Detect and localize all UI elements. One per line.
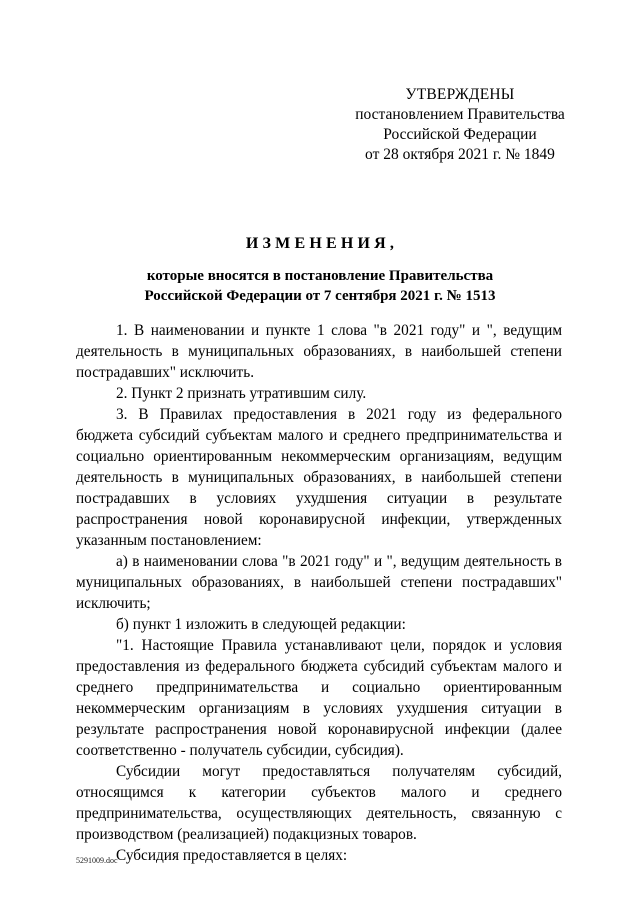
document-title: ИЗМЕНЕНИЯ, bbox=[245, 235, 399, 252]
approval-line-2: Российской Федерации bbox=[383, 126, 537, 143]
document-body bbox=[76, 320, 562, 866]
subtitle-line-1: которые вносятся в постановление Правительства bbox=[146, 268, 494, 284]
paragraph-3a: а) в наименовании слова "в 2021 году" и ", ведущим деятельность в муниципальных образованиях, в наибольшей степени пострадавших" исключить; bbox=[76, 553, 562, 612]
paragraph-quoted-1: "1. Настоящие Правила устанавливают цели, порядок и условия предоставления из федерального бюджета субсидий субъектам малого и среднего предпринимательства и социально ориентированным некоммерческим организациям в условиях ухудшения ситуации в результате распространения новой коронавирусной инфекции (далее соответственно - получатель субсидии, субсидия). bbox=[76, 637, 562, 759]
paragraph-quoted-3: Субсидия предоставляется в целях: bbox=[116, 847, 348, 864]
approval-title: УТВЕРЖДЕНЫ bbox=[405, 86, 515, 103]
document-heading bbox=[0, 234, 640, 306]
paragraph-quoted-2: Субсидии могут предоставляться получателям субсидий, относящимся к категории субъектов малого и среднего предпринимательства, осуществляющих деятельность, связанную с производством (реализацией) подакцизных товаров. bbox=[76, 763, 562, 843]
paragraph-3: 3. В Правилах предоставления в 2021 году из федерального бюджета субсидий субъектам малого и среднего предпринимательства и социально ориентированным некоммерческим организациям, ведущим деятельность в муниципальных образованиях, в наибольшей степени пострадавших в условиях ухудшения ситуации в результате распространения новой коронавирусной инфекции, утвержденных указанным постановлением: bbox=[76, 406, 562, 549]
file-name-footer: 5291009.doc bbox=[76, 856, 118, 865]
paragraph-3b: б) пункт 1 изложить в следующей редакции: bbox=[116, 616, 406, 633]
approval-stamp bbox=[340, 85, 580, 165]
approval-line-3: от 28 октября 2021 г. № 1849 bbox=[365, 146, 555, 163]
paragraph-1: 1. В наименовании и пункте 1 слова "в 2021 году" и ", ведущим деятельность в муниципальных образованиях, в наибольшей степени пострадавших" исключить. bbox=[76, 322, 562, 381]
approval-line-1: постановлением Правительства bbox=[355, 106, 565, 123]
subtitle-line-2: Российской Федерации от 7 сентября 2021 г. № 1513 bbox=[144, 288, 496, 304]
document-subtitle bbox=[0, 266, 640, 306]
paragraph-2: 2. Пункт 2 признать утратившим силу. bbox=[116, 385, 367, 402]
